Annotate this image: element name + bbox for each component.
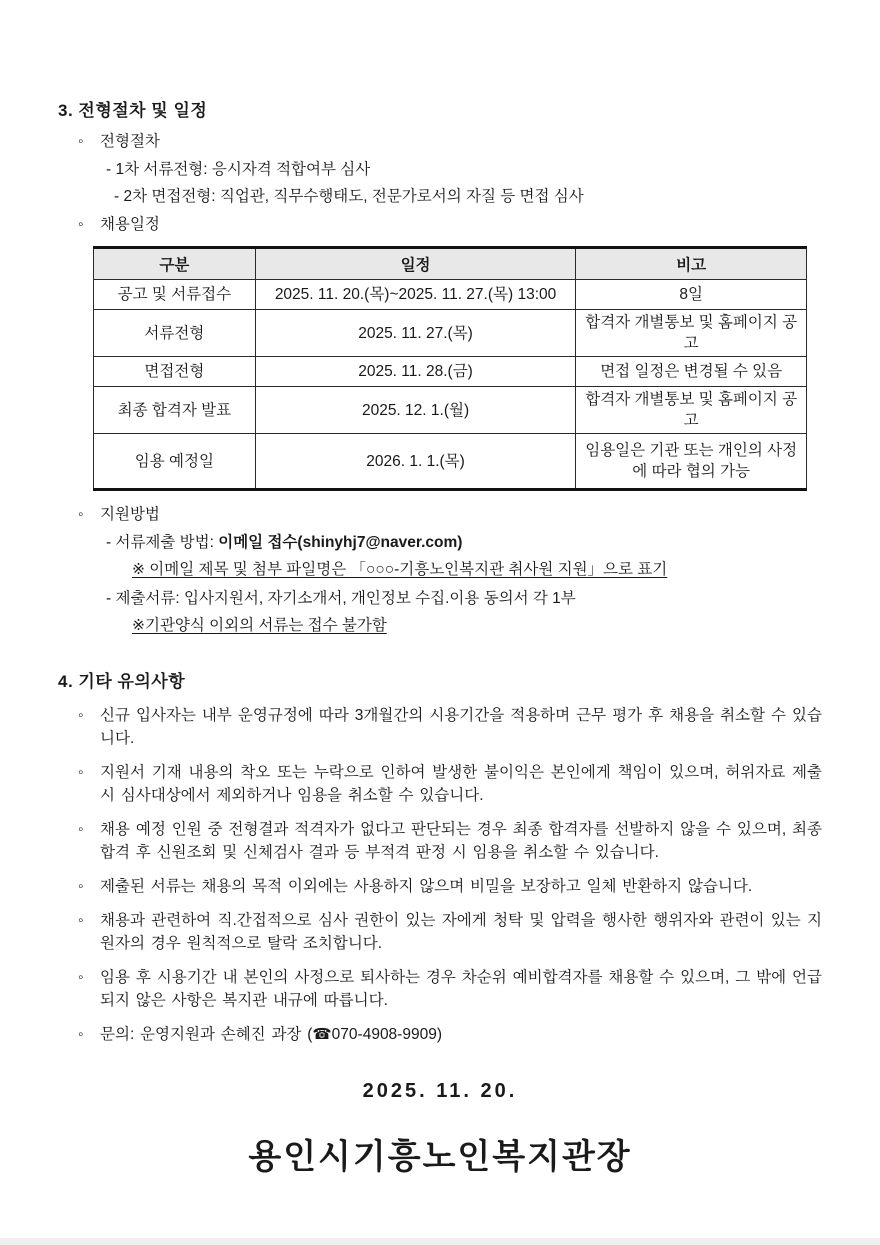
circle-bullet: ◦ [78,764,84,781]
form-restriction-note-text: ※기관양식 이외의 서류는 접수 불가함 [132,617,387,634]
schedule-heading [78,213,822,236]
header-cell-schedule: 일정 [255,248,576,280]
circle-bullet: ◦ [78,506,84,523]
notice-item-3 [78,818,822,864]
table-cell: 임용일은 기관 또는 개인의 사정에 따라 협의 가능 [576,434,807,490]
header-cell-category: 구분 [94,248,256,280]
apply-heading [78,503,822,526]
table-cell: 임용 예정일 [94,434,256,490]
notice-item-2 [78,761,822,807]
notice-text: 제출된 서류는 채용의 목적 이외에는 사용하지 않으며 비밀을 보장하고 일체 반환하지 않습니다. [100,878,753,895]
table-cell: 공고 및 서류접수 [94,280,256,310]
notice-item-4 [78,875,822,898]
notice-text: 채용과 관련하여 직.간접적으로 심사 권한이 있는 자에게 청탁 및 압력을 행사한 행위자와 관련이 있는 지원자의 경우 원칙적으로 탈락 조치합니다. [100,912,822,952]
circle-bullet: ◦ [78,912,84,929]
circle-bullet: ◦ [78,821,84,838]
procedure-label: 전형절차 [100,133,160,150]
table-cell: 면접 일정은 변경될 수 있음 [576,357,807,387]
submit-method-line [106,531,822,554]
table-cell: 합격자 개별통보 및 홈페이지 공고 [576,310,807,357]
procedure-heading [78,130,822,153]
issuer-signature: 용인시기흥노인복지관장 [248,1138,632,1176]
circle-bullet: ◦ [78,216,84,233]
circle-bullet: ◦ [78,133,84,150]
table-cell: 2025. 11. 20.(목)~2025. 11. 27.(목) 13:00 [255,280,576,310]
table-cell: 2025. 11. 27.(목) [255,310,576,357]
table-cell: 최종 합격자 발표 [94,387,256,434]
table-cell: 2025. 12. 1.(월) [255,387,576,434]
scan-edge-strip [0,1238,880,1245]
circle-bullet: ◦ [78,707,84,724]
section3-title: 3. 전형절차 및 일정 [58,101,208,120]
submit-method-email: 이메일 접수(shinyhj7@naver.com) [218,534,463,551]
schedule-label: 채용일정 [100,216,160,233]
header-cell-note: 비고 [576,248,807,280]
circle-bullet: ◦ [78,969,84,986]
notice-text: 임용 후 시용기간 내 본인의 사정으로 퇴사하는 경우 차순위 예비합격자를 채용할 수 있으며, 그 밖에 언급되지 않은 사항은 복지관 내규에 따릅니다. [100,969,822,1009]
table-row [94,434,807,490]
schedule-table [93,246,807,491]
table-row [94,387,807,434]
form-restriction-note [132,614,822,637]
submit-method-prefix: - 서류제출 방법: [106,534,219,551]
notice-text: 채용 예정 인원 중 전형결과 적격자가 없다고 판단되는 경우 최종 합격자를 선발하지 않을 수 있으며, 최종 합격 후 신원조회 및 신체검사 결과 등 부적격 판정 시 임용을 취소할 수 있습니다. [100,821,822,861]
circle-bullet: ◦ [78,878,84,895]
notice-text: 신규 입사자는 내부 운영규정에 따라 3개월간의 시용기간을 적용하며 근무 평가 후 채용을 취소할 수 있습니다. [100,707,822,747]
table-cell: 합격자 개별통보 및 홈페이지 공고 [576,387,807,434]
email-filename-note-text: ※ 이메일 제목 및 첨부 파일명은 「○○○-기흥노인복지관 취사원 지원」으로 표기 [132,561,668,578]
procedure-item-1: - 1차 서류전형: 응시자격 적합여부 심사 [106,161,371,178]
contact-line [78,1023,822,1046]
procedure-item-2: - 2차 면접전형: 직업관, 직무수행태도, 전문가로서의 자질 등 면접 심사 [114,188,584,205]
circle-bullet: ◦ [78,1026,84,1043]
table-header-row [94,248,807,280]
required-docs-line: - 제출서류: 입사지원서, 자기소개서, 개인정보 수집.이용 동의서 각 1부 [106,590,576,607]
contact-text: 문의: 운영지원과 손혜진 과장 (☎070-4908-9909) [100,1026,442,1043]
section4-title: 4. 기타 유의사항 [58,672,186,691]
notice-item-5 [78,909,822,955]
apply-label: 지원방법 [100,506,160,523]
document-date: 2025. 11. 20. [362,1080,518,1102]
table-cell: 면접전형 [94,357,256,387]
table-cell: 서류전형 [94,310,256,357]
table-row [94,310,807,357]
table-row [94,357,807,387]
notice-text: 지원서 기재 내용의 착오 또는 누락으로 인하여 발생한 불이익은 본인에게 책임이 있으며, 허위자료 제출 시 심사대상에서 제외하거나 임용을 취소할 수 있습니다. [100,764,822,804]
table-row [94,280,807,310]
table-cell: 8일 [576,280,807,310]
notice-item-1 [78,704,822,750]
email-filename-note [132,558,822,581]
table-cell: 2025. 11. 28.(금) [255,357,576,387]
notice-item-6 [78,966,822,1012]
table-cell: 2026. 1. 1.(목) [255,434,576,490]
